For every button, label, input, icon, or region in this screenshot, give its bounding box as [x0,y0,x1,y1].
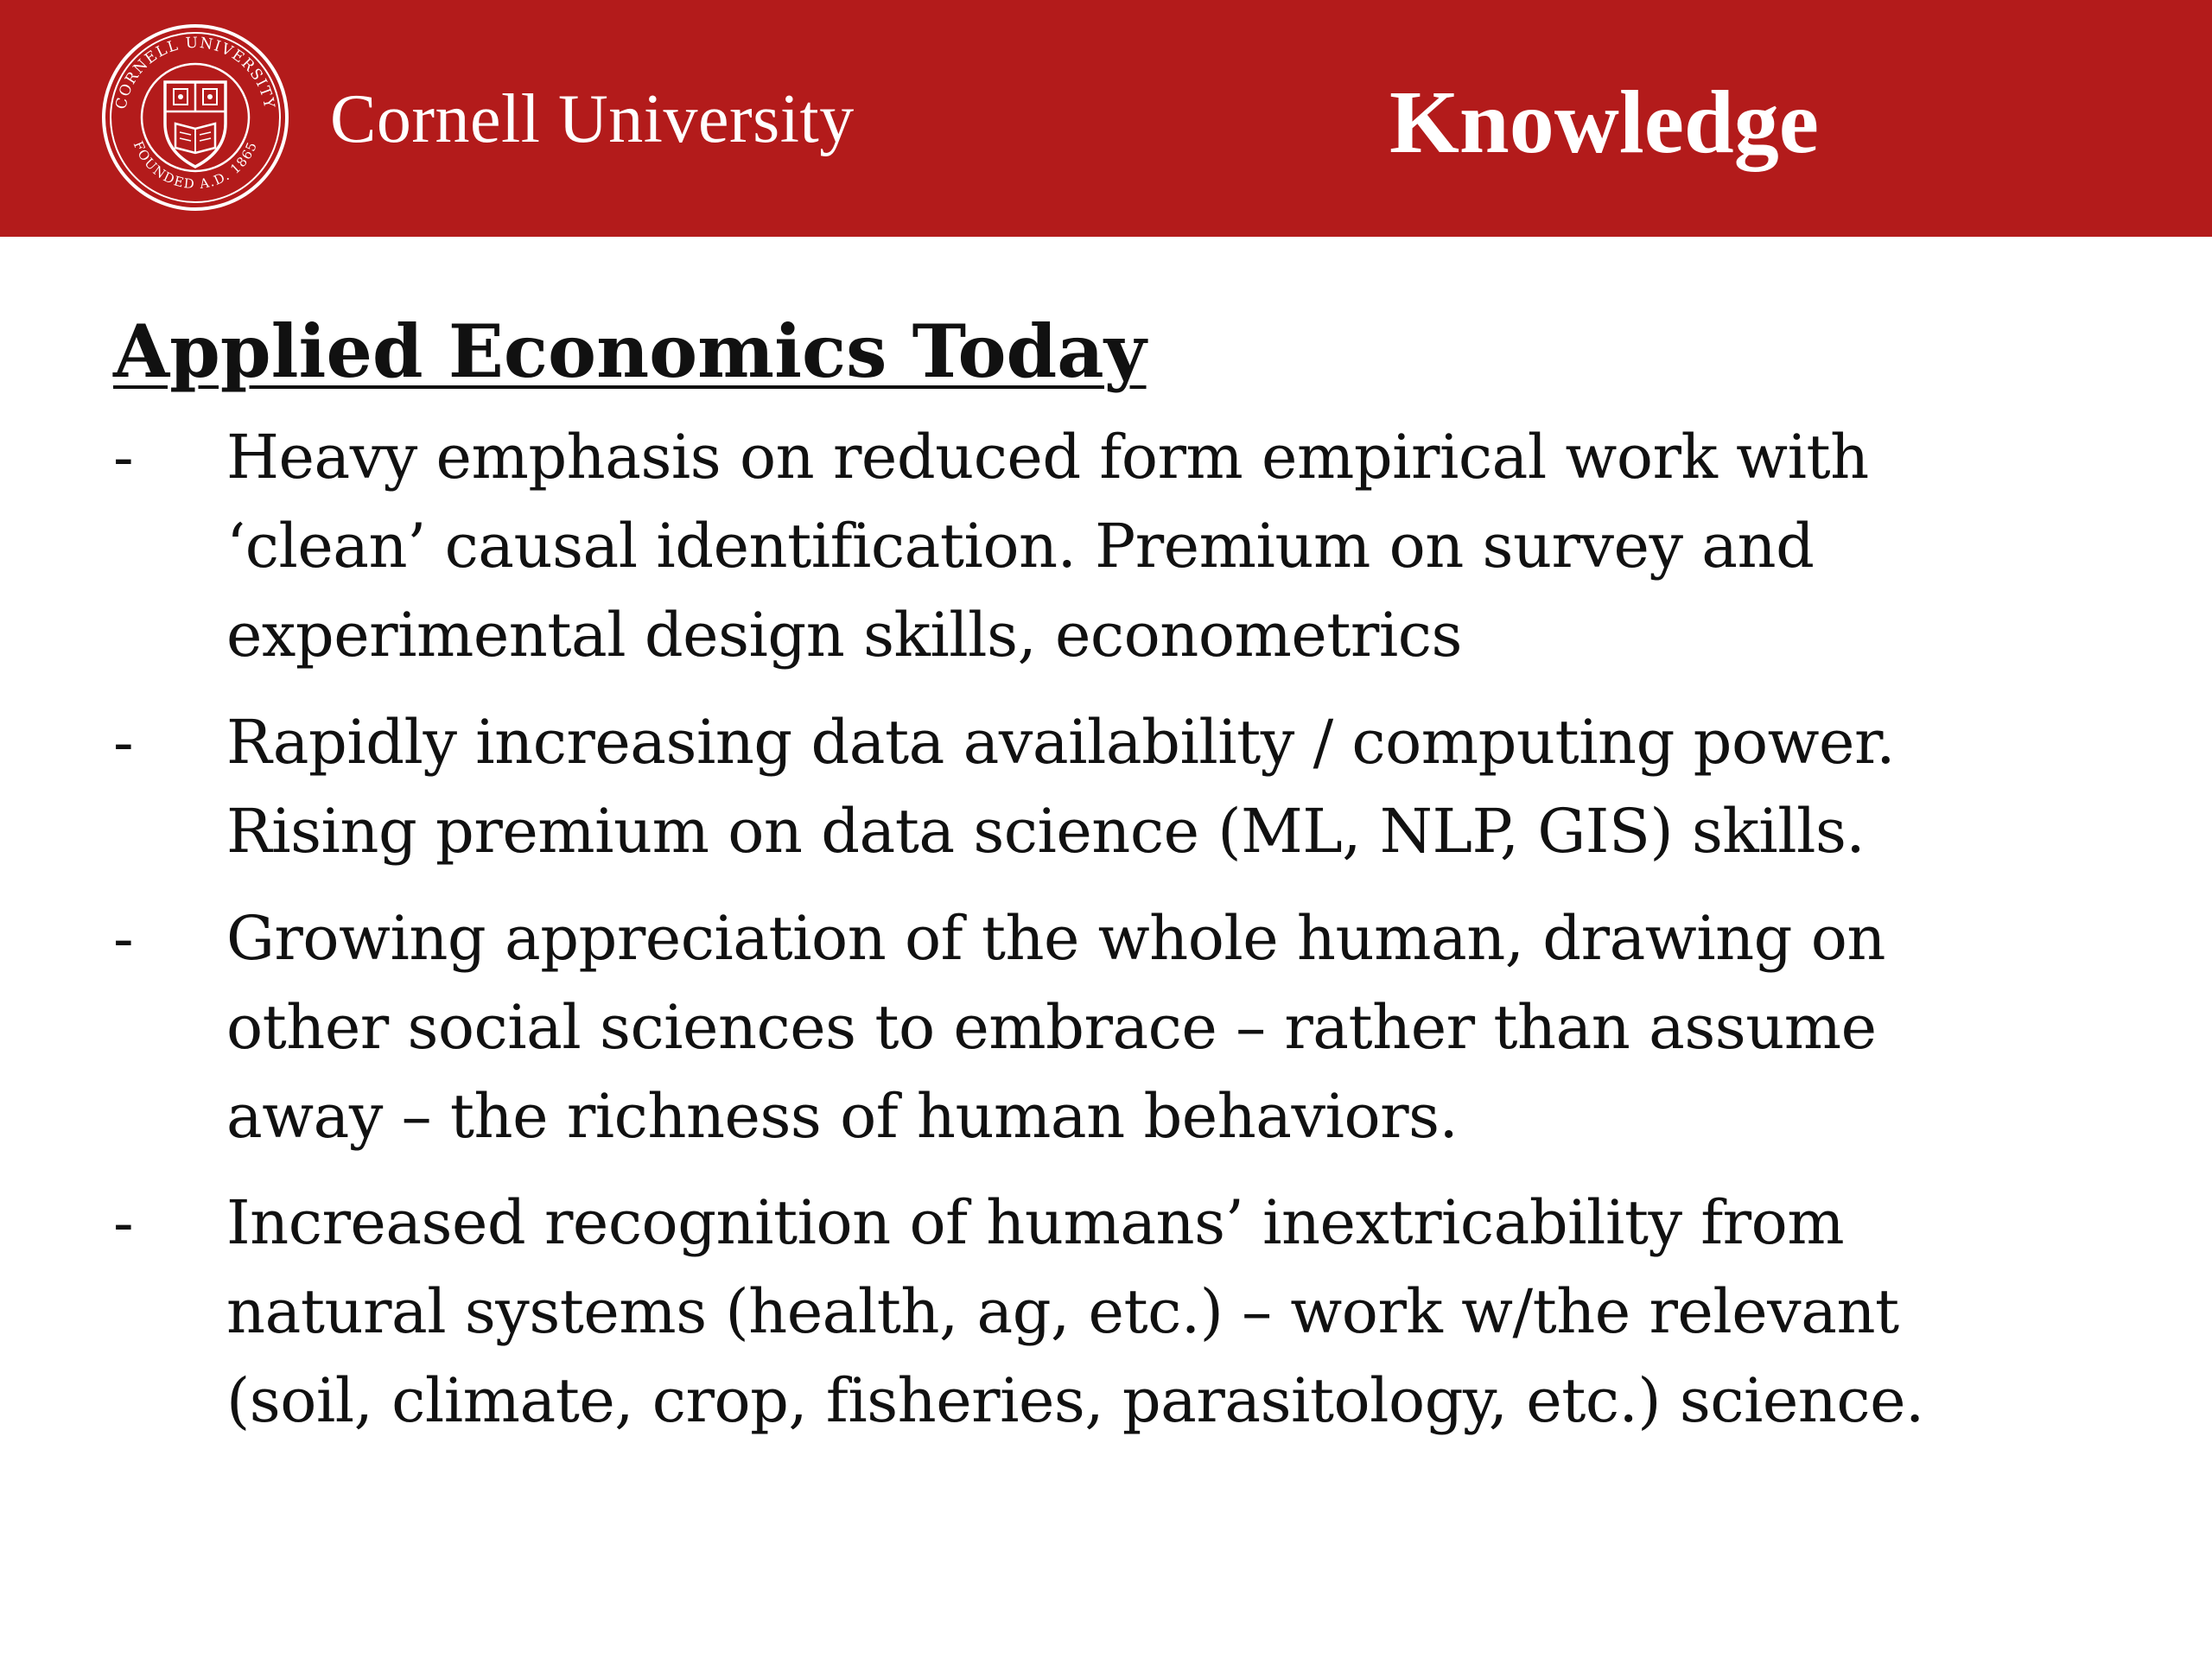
section-heading: Applied Economics Today [113,308,1147,394]
bullet-1-line-2: ‘clean’ causal identification. Premium on survey and [226,511,1815,582]
bullet-3-line-2: other social sciences to embrace – rather than assume [226,992,1877,1063]
bullet-4-line-1: Increased recognition of humans’ inextricability from [226,1187,1845,1258]
svg-text:FOUNDED A.D. 1865: FOUNDED A.D. 1865 [130,138,261,193]
bullet-2-line-2: Rising premium on data science (ML, NLP, GIS) skills. [226,796,1866,867]
bullet-1-line-3: experimental design skills, econometrics [226,600,1462,671]
bullet-marker: - [113,1187,134,1258]
bullet-marker: - [113,422,134,493]
bullet-marker: - [113,707,134,778]
bullet-4-line-3: (soil, climate, crop, fisheries, parasitology, etc.) science. [226,1365,1924,1436]
bullet-3-line-1: Growing appreciation of the whole human, drawing on [226,903,1885,974]
institution-wordmark: Cornell University [330,81,855,157]
svg-text:CORNELL UNIVERSITY: CORNELL UNIVERSITY [112,34,278,111]
bullet-1-line-1: Heavy emphasis on reduced form empirical work with [226,422,1869,493]
bullet-marker: - [113,903,134,974]
bullet-4-line-2: natural systems (health, ag, etc.) – work w/the relevant [226,1276,1899,1347]
slide-title: Knowledge [1389,73,1819,172]
bullet-3-line-3: away – the richness of human behaviors. [226,1081,1459,1152]
bullet-2-line-1: Rapidly increasing data availability / computing power. [226,707,1895,778]
